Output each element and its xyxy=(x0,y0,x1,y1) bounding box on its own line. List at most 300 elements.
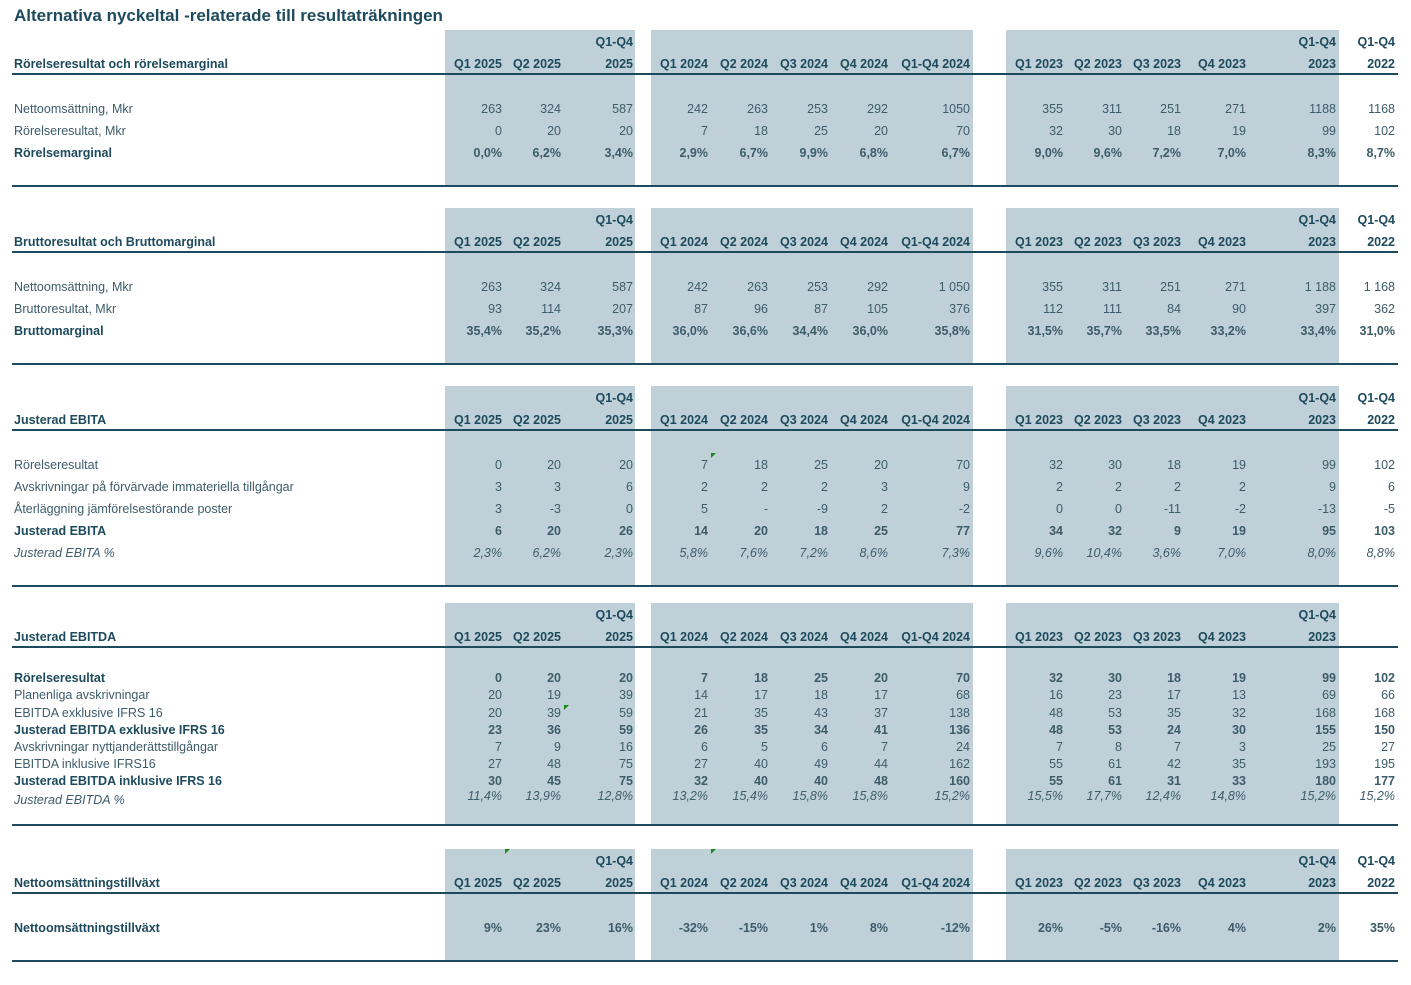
value-cell: 15,8% xyxy=(852,789,888,803)
value-cell: 20 xyxy=(754,524,768,538)
column-header: 2023 xyxy=(1308,413,1336,427)
column-header: 2023 xyxy=(1308,235,1336,249)
value-cell: -16% xyxy=(1151,921,1181,935)
value-cell: 77 xyxy=(956,524,970,538)
column-header: Q1-Q4 2024 xyxy=(901,235,970,249)
value-cell: -12% xyxy=(940,921,970,935)
value-cell: 61 xyxy=(1108,757,1122,771)
value-cell: 93 xyxy=(488,302,502,316)
value-cell: 44 xyxy=(874,757,888,771)
value-cell: 32 xyxy=(1049,458,1063,472)
value-cell: 7 xyxy=(701,671,708,685)
value-cell: 20 xyxy=(547,124,561,138)
column-header: 2025 xyxy=(605,57,633,71)
value-cell: 0 xyxy=(495,124,502,138)
value-cell: 6 xyxy=(1388,480,1395,494)
column-header: Q2 2024 xyxy=(720,630,768,644)
column-header-top: Q1-Q4 xyxy=(595,854,633,868)
value-cell: 180 xyxy=(1315,774,1336,788)
value-cell: 8,3% xyxy=(1307,146,1336,160)
column-header-top: Q1-Q4 xyxy=(1298,213,1336,227)
column-header: Q1 2023 xyxy=(1015,413,1063,427)
value-cell: 25 xyxy=(874,524,888,538)
value-cell: 9 xyxy=(1329,480,1336,494)
value-cell: 6,7% xyxy=(941,146,970,160)
value-cell: 8,0% xyxy=(1307,546,1336,560)
value-cell: 48 xyxy=(1049,706,1063,720)
column-header: Q1-Q4 2024 xyxy=(901,630,970,644)
value-cell: 30 xyxy=(1108,124,1122,138)
value-cell: 20 xyxy=(874,458,888,472)
value-cell: 3 xyxy=(495,480,502,494)
column-header: Q3 2024 xyxy=(780,413,828,427)
value-cell: 32 xyxy=(1108,524,1122,538)
value-cell: 33,5% xyxy=(1145,324,1181,338)
value-cell: 53 xyxy=(1108,706,1122,720)
value-cell: 25 xyxy=(1322,740,1336,754)
value-cell: 9 xyxy=(1174,524,1181,538)
value-cell: 18 xyxy=(754,671,768,685)
column-header: Q2 2025 xyxy=(513,876,561,890)
column-header: Q1 2025 xyxy=(454,235,502,249)
column-header: 2022 xyxy=(1367,235,1395,249)
value-cell: 2 xyxy=(1115,480,1122,494)
value-cell: 1188 xyxy=(1309,102,1336,116)
value-cell: 20 xyxy=(488,706,502,720)
value-cell: 362 xyxy=(1374,302,1395,316)
column-header-top: Q1-Q4 xyxy=(1357,391,1395,405)
value-cell: 7,0% xyxy=(1217,546,1246,560)
column-header: Q2 2023 xyxy=(1074,413,1122,427)
value-cell: 30 xyxy=(488,774,502,788)
header-divider xyxy=(12,73,1398,75)
value-cell: 16 xyxy=(619,740,633,754)
section-heading: Bruttoresultat och Bruttomarginal xyxy=(14,235,216,249)
value-cell: 99 xyxy=(1322,458,1336,472)
value-cell: 24 xyxy=(956,740,970,754)
column-header: Q2 2024 xyxy=(720,57,768,71)
value-cell: 20 xyxy=(874,124,888,138)
value-cell: 7 xyxy=(495,740,502,754)
value-cell: 193 xyxy=(1315,757,1336,771)
value-cell: 1 050 xyxy=(938,280,970,294)
row-label: Planenliga avskrivningar xyxy=(14,688,150,702)
value-cell: 95 xyxy=(1322,524,1336,538)
value-cell: 35,3% xyxy=(597,324,633,338)
value-cell: 23 xyxy=(1108,688,1122,702)
value-cell: 8,7% xyxy=(1366,146,1395,160)
value-cell: 39 xyxy=(619,688,633,702)
column-header: Q2 2025 xyxy=(513,57,561,71)
value-cell: 12,8% xyxy=(597,789,633,803)
row-label: Nettoomsättning, Mkr xyxy=(14,102,133,116)
value-cell: 19 xyxy=(1232,524,1246,538)
value-cell: 9 xyxy=(554,740,561,754)
value-cell: 15,4% xyxy=(732,789,768,803)
value-cell: 587 xyxy=(612,102,633,116)
value-cell: 31,5% xyxy=(1027,324,1063,338)
value-cell: 45 xyxy=(547,774,561,788)
row-label: Nettoomsättning, Mkr xyxy=(14,280,133,294)
value-cell: 15,2% xyxy=(1300,789,1336,803)
value-cell: 49 xyxy=(814,757,828,771)
value-cell: 14 xyxy=(694,524,708,538)
value-cell: 99 xyxy=(1322,124,1336,138)
value-cell: 17 xyxy=(1167,688,1181,702)
value-cell: 253 xyxy=(807,280,828,294)
value-cell: -2 xyxy=(1234,502,1246,516)
value-cell: 59 xyxy=(619,706,633,720)
value-cell: 7 xyxy=(881,740,888,754)
value-cell: 292 xyxy=(867,102,888,116)
value-cell: -13 xyxy=(1317,502,1336,516)
value-cell: 105 xyxy=(867,302,888,316)
value-cell: 9,9% xyxy=(799,146,828,160)
value-cell: - xyxy=(763,502,768,516)
value-cell: 59 xyxy=(619,723,633,737)
value-cell: 69 xyxy=(1322,688,1336,702)
row-label: Avskrivningar nyttjanderättstillgångar xyxy=(14,740,219,754)
value-cell: 2 xyxy=(1239,480,1246,494)
value-cell: 31,0% xyxy=(1359,324,1395,338)
value-cell: 35,4% xyxy=(466,324,502,338)
column-header: Q3 2023 xyxy=(1133,413,1181,427)
value-cell: 160 xyxy=(949,774,970,788)
value-cell: 20 xyxy=(619,124,633,138)
value-cell: 13 xyxy=(1232,688,1246,702)
value-cell: 18 xyxy=(1167,671,1181,685)
column-header: Q2 2024 xyxy=(720,876,768,890)
row-label: Rörelseresultat, Mkr xyxy=(14,124,126,138)
value-cell: 20 xyxy=(547,458,561,472)
column-header: Q2 2025 xyxy=(513,235,561,249)
value-cell: 355 xyxy=(1042,102,1063,116)
value-cell: -15% xyxy=(738,921,768,935)
column-header: Q4 2024 xyxy=(840,57,888,71)
value-cell: 6,2% xyxy=(532,146,561,160)
section-divider xyxy=(12,185,1398,187)
column-header: Q1 2025 xyxy=(454,413,502,427)
value-cell: 8% xyxy=(869,921,888,935)
value-cell: 17 xyxy=(754,688,768,702)
value-cell: -9 xyxy=(816,502,828,516)
value-cell: -11 xyxy=(1163,502,1181,516)
column-header: Q1-Q4 2024 xyxy=(901,413,970,427)
value-cell: 7,0% xyxy=(1217,146,1246,160)
column-header: Q1 2023 xyxy=(1015,235,1063,249)
column-header: Q1 2025 xyxy=(454,630,502,644)
value-cell: 26 xyxy=(694,723,708,737)
value-cell: 1168 xyxy=(1368,102,1395,116)
column-header: 2025 xyxy=(605,876,633,890)
value-cell: 16 xyxy=(1049,688,1063,702)
column-header: 2022 xyxy=(1367,57,1395,71)
column-header: Q1-Q4 2024 xyxy=(901,876,970,890)
value-cell: 8,8% xyxy=(1366,546,1395,560)
value-cell: 15,2% xyxy=(1359,789,1395,803)
value-cell: 102 xyxy=(1374,458,1395,472)
value-cell: 6,8% xyxy=(859,146,888,160)
value-cell: -2 xyxy=(958,502,970,516)
value-cell: 195 xyxy=(1374,757,1395,771)
value-cell: 35% xyxy=(1369,921,1395,935)
value-cell: 48 xyxy=(547,757,561,771)
value-cell: 8,6% xyxy=(859,546,888,560)
value-cell: 6 xyxy=(821,740,828,754)
value-cell: 0 xyxy=(626,502,633,516)
value-cell: 2,3% xyxy=(604,546,633,560)
header-divider xyxy=(12,892,1398,894)
column-block-shade xyxy=(651,849,973,960)
value-cell: 587 xyxy=(612,280,633,294)
value-cell: 0 xyxy=(495,458,502,472)
column-header: Q2 2023 xyxy=(1074,630,1122,644)
value-cell: 7 xyxy=(1056,740,1063,754)
value-cell: 66 xyxy=(1381,688,1395,702)
header-divider xyxy=(12,251,1398,253)
column-header: Q1-Q4 2024 xyxy=(901,57,970,71)
column-header: Q2 2025 xyxy=(513,630,561,644)
value-cell: 271 xyxy=(1225,280,1246,294)
value-cell: 138 xyxy=(949,706,970,720)
value-cell: 311 xyxy=(1102,102,1122,116)
value-cell: 32 xyxy=(1049,124,1063,138)
value-cell: 23 xyxy=(488,723,502,737)
section-divider xyxy=(12,824,1398,826)
column-header: Q4 2024 xyxy=(840,413,888,427)
value-cell: 26% xyxy=(1037,921,1063,935)
value-cell: 111 xyxy=(1102,302,1122,316)
value-cell: -3 xyxy=(549,502,561,516)
value-cell: 136 xyxy=(949,723,970,737)
value-cell: 35 xyxy=(1167,706,1181,720)
row-label: Justerad EBITA xyxy=(14,524,107,538)
value-cell: 27 xyxy=(1381,740,1395,754)
value-cell: 39 xyxy=(547,706,561,720)
value-cell: 162 xyxy=(949,757,970,771)
value-cell: 35,2% xyxy=(525,324,561,338)
value-cell: 251 xyxy=(1160,102,1181,116)
value-cell: 7,2% xyxy=(1152,146,1181,160)
column-header: Q4 2023 xyxy=(1198,235,1246,249)
value-cell: 25 xyxy=(814,458,828,472)
column-header-top: Q1-Q4 xyxy=(1357,854,1395,868)
header-divider xyxy=(12,646,1398,648)
column-header: Q2 2024 xyxy=(720,413,768,427)
section-heading: Rörelseresultat och rörelsemarginal xyxy=(14,57,228,71)
value-cell: 3,6% xyxy=(1152,546,1181,560)
value-cell: 6,2% xyxy=(532,546,561,560)
column-header: 2025 xyxy=(605,413,633,427)
row-label: Rörelsemarginal xyxy=(14,146,112,160)
value-cell: 17 xyxy=(874,688,888,702)
value-cell: 43 xyxy=(814,706,828,720)
section-divider xyxy=(12,585,1398,587)
value-cell: 242 xyxy=(687,102,708,116)
value-cell: 103 xyxy=(1374,524,1395,538)
value-cell: 34,4% xyxy=(792,324,828,338)
value-cell: 6 xyxy=(495,524,502,538)
value-cell: 253 xyxy=(807,102,828,116)
column-header: Q4 2024 xyxy=(840,630,888,644)
column-header: 2022 xyxy=(1367,413,1395,427)
value-cell: 20 xyxy=(547,524,561,538)
value-cell: 18 xyxy=(1167,124,1181,138)
value-cell: 35 xyxy=(754,723,768,737)
value-cell: 34 xyxy=(814,723,828,737)
page-title: Alternativa nyckeltal -relaterade till resultaträkningen xyxy=(14,6,443,25)
value-cell: 10,4% xyxy=(1086,546,1122,560)
value-cell: 2,3% xyxy=(473,546,502,560)
value-cell: 2 xyxy=(1056,480,1063,494)
value-cell: 102 xyxy=(1374,671,1395,685)
value-cell: 102 xyxy=(1374,124,1395,138)
value-cell: 9,6% xyxy=(1034,546,1063,560)
column-header: Q1 2023 xyxy=(1015,630,1063,644)
value-cell: -32% xyxy=(678,921,708,935)
value-cell: 90 xyxy=(1232,302,1246,316)
value-cell: 5 xyxy=(761,740,768,754)
value-cell: 36,0% xyxy=(852,324,888,338)
value-cell: 30 xyxy=(1232,723,1246,737)
value-cell: 87 xyxy=(814,302,828,316)
value-cell: 68 xyxy=(956,688,970,702)
value-cell: 150 xyxy=(1374,723,1395,737)
value-cell: 18 xyxy=(814,524,828,538)
column-header: Q1 2023 xyxy=(1015,876,1063,890)
value-cell: 40 xyxy=(754,757,768,771)
value-cell: 263 xyxy=(481,280,502,294)
value-cell: 3 xyxy=(495,502,502,516)
value-cell: 20 xyxy=(619,458,633,472)
row-label: Justerad EBITA % xyxy=(14,546,115,560)
column-header: 2023 xyxy=(1308,876,1336,890)
value-cell: 155 xyxy=(1315,723,1336,737)
value-cell: 23% xyxy=(535,921,561,935)
row-label: EBITDA exklusive IFRS 16 xyxy=(14,706,163,720)
row-label: Avskrivningar på förvärvade immateriella tillgångar xyxy=(14,480,294,494)
value-cell: 87 xyxy=(694,302,708,316)
column-header: 2023 xyxy=(1308,57,1336,71)
column-header: Q2 2023 xyxy=(1074,235,1122,249)
value-cell: 1050 xyxy=(942,102,970,116)
value-cell: 42 xyxy=(1167,757,1181,771)
value-cell: 7 xyxy=(701,124,708,138)
column-header: Q1 2024 xyxy=(660,876,708,890)
column-header: Q3 2024 xyxy=(780,876,828,890)
column-header: Q1 2024 xyxy=(660,413,708,427)
value-cell: 75 xyxy=(619,774,633,788)
value-cell: -5% xyxy=(1099,921,1122,935)
value-cell: 34 xyxy=(1049,524,1063,538)
value-cell: 36,6% xyxy=(732,324,768,338)
value-cell: 15,5% xyxy=(1027,789,1063,803)
value-cell: 13,2% xyxy=(672,789,708,803)
value-cell: 355 xyxy=(1042,280,1063,294)
column-header: Q2 2025 xyxy=(513,413,561,427)
value-cell: 1 168 xyxy=(1363,280,1395,294)
value-cell: 3 xyxy=(881,480,888,494)
column-header: 2025 xyxy=(605,235,633,249)
row-label: Justerad EBITDA inklusive IFRS 16 xyxy=(14,774,222,788)
value-cell: 32 xyxy=(1049,671,1063,685)
section-heading: Nettoomsättningstillväxt xyxy=(14,876,160,890)
column-header: Q1 2024 xyxy=(660,235,708,249)
value-cell: 263 xyxy=(747,102,768,116)
column-header: Q3 2024 xyxy=(780,57,828,71)
value-cell: 324 xyxy=(540,102,561,116)
column-header: Q4 2023 xyxy=(1198,57,1246,71)
column-header-top: Q1-Q4 xyxy=(1357,213,1395,227)
column-header-top: Q1-Q4 xyxy=(1298,35,1336,49)
value-cell: 263 xyxy=(481,102,502,116)
value-cell: 292 xyxy=(867,280,888,294)
column-header: Q4 2024 xyxy=(840,235,888,249)
value-cell: 0 xyxy=(1056,502,1063,516)
row-label: Rörelseresultat xyxy=(14,671,106,685)
value-cell: 12,4% xyxy=(1145,789,1181,803)
column-header: 2023 xyxy=(1308,630,1336,644)
comment-marker-icon xyxy=(564,705,569,710)
value-cell: 48 xyxy=(874,774,888,788)
row-label: Återläggning jämförelsestörande poster xyxy=(14,502,233,516)
column-header: Q4 2023 xyxy=(1198,413,1246,427)
value-cell: 6,7% xyxy=(739,146,768,160)
value-cell: 41 xyxy=(874,723,888,737)
column-header-top: Q1-Q4 xyxy=(595,391,633,405)
value-cell: 36 xyxy=(547,723,561,737)
column-header-top: Q1-Q4 xyxy=(1298,854,1336,868)
value-cell: 55 xyxy=(1049,757,1063,771)
value-cell: 31 xyxy=(1167,774,1181,788)
value-cell: -5 xyxy=(1383,502,1395,516)
value-cell: 324 xyxy=(540,280,561,294)
value-cell: 242 xyxy=(687,280,708,294)
value-cell: 177 xyxy=(1374,774,1395,788)
comment-marker-icon xyxy=(505,849,510,854)
column-header: Q3 2024 xyxy=(780,630,828,644)
column-header-top: Q1-Q4 xyxy=(595,35,633,49)
value-cell: 18 xyxy=(754,124,768,138)
column-header: Q1 2024 xyxy=(660,630,708,644)
value-cell: 36,0% xyxy=(672,324,708,338)
value-cell: 30 xyxy=(1108,458,1122,472)
value-cell: 2 xyxy=(761,480,768,494)
value-cell: 84 xyxy=(1167,302,1181,316)
column-header-top: Q1-Q4 xyxy=(1357,35,1395,49)
column-header: Q3 2023 xyxy=(1133,630,1181,644)
value-cell: 35 xyxy=(754,706,768,720)
comment-marker-icon xyxy=(711,453,716,458)
value-cell: 271 xyxy=(1225,102,1246,116)
value-cell: 5 xyxy=(701,502,708,516)
value-cell: 0 xyxy=(1115,502,1122,516)
row-label: Bruttoresultat, Mkr xyxy=(14,302,117,316)
value-cell: 7,3% xyxy=(941,546,970,560)
value-cell: 75 xyxy=(619,757,633,771)
value-cell: 20 xyxy=(488,688,502,702)
column-header: Q1 2025 xyxy=(454,876,502,890)
column-header: Q3 2023 xyxy=(1133,235,1181,249)
value-cell: 48 xyxy=(1049,723,1063,737)
column-header-top: Q1-Q4 xyxy=(1298,391,1336,405)
value-cell: 17,7% xyxy=(1086,789,1122,803)
column-header: Q1 2024 xyxy=(660,57,708,71)
value-cell: 0,0% xyxy=(473,146,502,160)
column-header: Q1 2025 xyxy=(454,57,502,71)
value-cell: 40 xyxy=(814,774,828,788)
column-header: Q3 2023 xyxy=(1133,57,1181,71)
